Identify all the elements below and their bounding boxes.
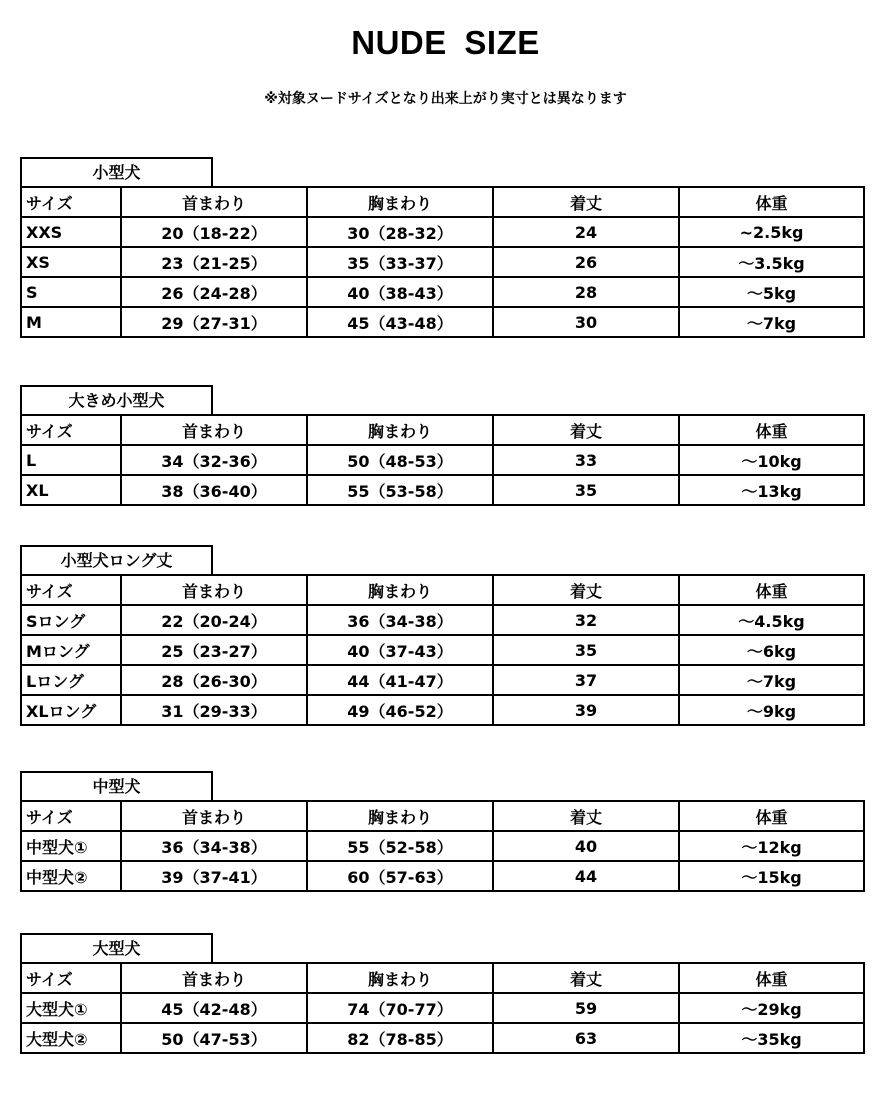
table-cell: 37: [493, 665, 679, 695]
column-header: 体重: [679, 801, 864, 831]
table-cell: 20（18-22）: [121, 217, 307, 247]
size-section: [20, 385, 863, 506]
table-cell: ～7kg: [679, 665, 864, 695]
size-note: ※対象ヌードサイズとなり出来上がり実寸とは異なります: [264, 91, 627, 107]
table-cell: 中型犬②: [21, 861, 121, 891]
column-header: 首まわり: [121, 801, 307, 831]
table-cell: ～3.5kg: [679, 247, 864, 277]
table-cell: 35: [493, 475, 679, 505]
category-label: 大きめ小型犬: [20, 385, 213, 414]
table-cell: XXS: [21, 217, 121, 247]
table-cell: 50（47-53）: [121, 1023, 307, 1053]
table-cell: XLロング: [21, 695, 121, 725]
table-cell: 35: [493, 635, 679, 665]
table-cell: 大型犬②: [21, 1023, 121, 1053]
column-header: 首まわり: [121, 415, 307, 445]
table-cell: 55（52-58）: [307, 831, 493, 861]
column-header: 体重: [679, 187, 864, 217]
column-header: 着丈: [493, 801, 679, 831]
column-header: 着丈: [493, 963, 679, 993]
column-header: 胸まわり: [307, 575, 493, 605]
table-row: [21, 831, 864, 861]
table-cell: 26: [493, 247, 679, 277]
table-cell: 49（46-52）: [307, 695, 493, 725]
table-row: [21, 605, 864, 635]
table-row: [21, 861, 864, 891]
column-header: 体重: [679, 415, 864, 445]
category-label: 大型犬: [20, 933, 213, 962]
table-cell: 30（28-32）: [307, 217, 493, 247]
table-cell: 22（20-24）: [121, 605, 307, 635]
table-cell: 35（33-37）: [307, 247, 493, 277]
table-row: [21, 1023, 864, 1053]
table-cell: 60（57-63）: [307, 861, 493, 891]
table-cell: 40（38-43）: [307, 277, 493, 307]
table-cell: 25（23-27）: [121, 635, 307, 665]
table-cell: 36（34-38）: [307, 605, 493, 635]
page-title: NUDE SIZE: [351, 24, 540, 61]
column-header: 首まわり: [121, 575, 307, 605]
column-header: サイズ: [21, 187, 121, 217]
table-cell: 82（78-85）: [307, 1023, 493, 1053]
table-row: [21, 277, 864, 307]
table-cell: 36（34-38）: [121, 831, 307, 861]
table-cell: ～29kg: [679, 993, 864, 1023]
table-cell: ～5kg: [679, 277, 864, 307]
table-cell: ～15kg: [679, 861, 864, 891]
table-cell: 26（24-28）: [121, 277, 307, 307]
column-header: 胸まわり: [307, 415, 493, 445]
table-row: [21, 217, 864, 247]
category-label: 小型犬: [20, 157, 213, 186]
table-cell: 45（42-48）: [121, 993, 307, 1023]
table-cell: Mロング: [21, 635, 121, 665]
column-header: サイズ: [21, 415, 121, 445]
column-header: 胸まわり: [307, 187, 493, 217]
table-row: [21, 445, 864, 475]
table-cell: 28（26-30）: [121, 665, 307, 695]
table-cell: 31（29-33）: [121, 695, 307, 725]
table-header-row: [21, 415, 864, 445]
column-header: 着丈: [493, 415, 679, 445]
column-header: 首まわり: [121, 963, 307, 993]
table-header-row: [21, 575, 864, 605]
table-cell: 32: [493, 605, 679, 635]
column-header: 胸まわり: [307, 963, 493, 993]
table-cell: Sロング: [21, 605, 121, 635]
table-cell: ～12kg: [679, 831, 864, 861]
table-header-row: [21, 801, 864, 831]
table-header-row: [21, 187, 864, 217]
table-cell: ~2.5kg: [679, 217, 864, 247]
size-table: [20, 186, 865, 338]
column-header: 体重: [679, 575, 864, 605]
size-table: [20, 414, 865, 506]
table-row: [21, 993, 864, 1023]
size-table: [20, 800, 865, 892]
category-label: 小型犬ロング丈: [20, 545, 213, 574]
table-cell: 33: [493, 445, 679, 475]
table-cell: 23（21-25）: [121, 247, 307, 277]
table-cell: ～6kg: [679, 635, 864, 665]
size-table: [20, 962, 865, 1054]
size-table: [20, 574, 865, 726]
table-cell: 50（48-53）: [307, 445, 493, 475]
table-row: [21, 475, 864, 505]
table-cell: ～9kg: [679, 695, 864, 725]
table-row: [21, 307, 864, 337]
column-header: サイズ: [21, 575, 121, 605]
table-cell: ～13kg: [679, 475, 864, 505]
table-cell: ～4.5kg: [679, 605, 864, 635]
table-cell: ～10kg: [679, 445, 864, 475]
table-cell: 中型犬①: [21, 831, 121, 861]
table-cell: 45（43-48）: [307, 307, 493, 337]
table-cell: ～35kg: [679, 1023, 864, 1053]
column-header: 胸まわり: [307, 801, 493, 831]
table-cell: 63: [493, 1023, 679, 1053]
table-cell: S: [21, 277, 121, 307]
table-cell: 38（36-40）: [121, 475, 307, 505]
table-cell: ～7kg: [679, 307, 864, 337]
table-cell: L: [21, 445, 121, 475]
table-cell: Lロング: [21, 665, 121, 695]
table-cell: 40（37-43）: [307, 635, 493, 665]
table-cell: 40: [493, 831, 679, 861]
table-cell: 74（70-77）: [307, 993, 493, 1023]
table-header-row: [21, 963, 864, 993]
column-header: 首まわり: [121, 187, 307, 217]
table-cell: 59: [493, 993, 679, 1023]
table-cell: 39（37-41）: [121, 861, 307, 891]
size-section: [20, 771, 863, 892]
column-header: サイズ: [21, 801, 121, 831]
table-row: [21, 247, 864, 277]
table-row: [21, 635, 864, 665]
table-cell: 39: [493, 695, 679, 725]
table-row: [21, 665, 864, 695]
column-header: 着丈: [493, 187, 679, 217]
column-header: 着丈: [493, 575, 679, 605]
size-section: [20, 545, 863, 726]
table-cell: 29（27-31）: [121, 307, 307, 337]
category-label: 中型犬: [20, 771, 213, 800]
table-cell: XS: [21, 247, 121, 277]
table-cell: 44: [493, 861, 679, 891]
table-cell: 44（41-47）: [307, 665, 493, 695]
size-section: [20, 157, 863, 338]
size-section: [20, 933, 863, 1054]
column-header: 体重: [679, 963, 864, 993]
table-cell: XL: [21, 475, 121, 505]
table-cell: 大型犬①: [21, 993, 121, 1023]
table-cell: 24: [493, 217, 679, 247]
table-row: [21, 695, 864, 725]
table-cell: 55（53-58）: [307, 475, 493, 505]
table-cell: 28: [493, 277, 679, 307]
table-cell: 34（32-36）: [121, 445, 307, 475]
table-cell: M: [21, 307, 121, 337]
table-cell: 30: [493, 307, 679, 337]
column-header: サイズ: [21, 963, 121, 993]
